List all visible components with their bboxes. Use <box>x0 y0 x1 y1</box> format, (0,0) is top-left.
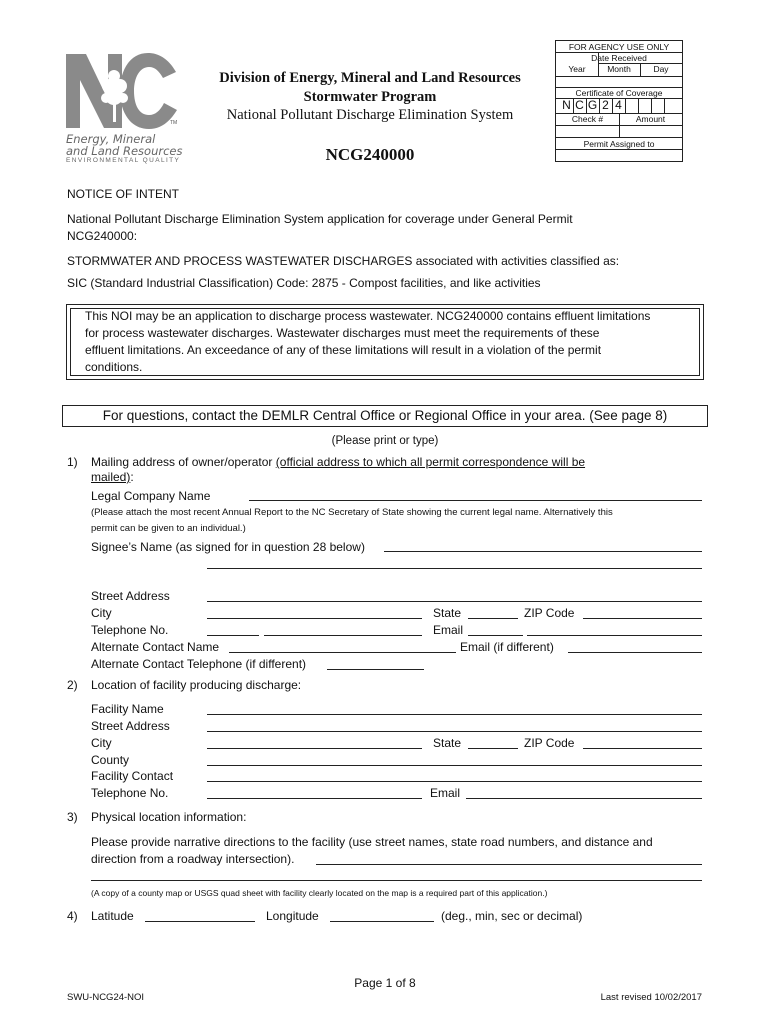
application-line2: NCG240000: <box>67 229 138 243</box>
print-note: (Please print or type) <box>331 435 439 447</box>
facility-telephone-label: Telephone No. <box>91 786 169 800</box>
header-system: National Pollutant Discharge Elimination System <box>226 107 514 123</box>
telephone-number-field[interactable] <box>264 635 422 636</box>
county-field[interactable] <box>207 765 702 766</box>
permit-number: NCG240000 <box>325 145 415 164</box>
last-revised: Last revised 10/02/2017 <box>600 992 702 1003</box>
q1-number: 1) <box>67 455 78 469</box>
facility-contact-field[interactable] <box>207 781 702 782</box>
alternate-email-field[interactable] <box>568 652 702 653</box>
form-id: SWU-NCG24-NOI <box>67 992 145 1003</box>
application-line1: National Pollutant Discharge Elimination System application for coverage under General Permit <box>67 212 573 226</box>
q2-number: 2) <box>67 678 78 692</box>
facility-contact-label: Facility Contact <box>91 769 174 783</box>
logo-line3: ENVIRONMENTAL QUALITY <box>66 157 181 164</box>
q3-label: Physical location information: <box>91 810 247 824</box>
contact-office-box <box>62 405 708 427</box>
q4-number: 4) <box>67 909 78 923</box>
header-program: Stormwater Program <box>303 89 437 105</box>
noi-line2: for process wastewater discharges. Wastewater discharges must meet the requirements of these <box>85 326 600 340</box>
q3-number: 3) <box>67 810 78 824</box>
month-label: Month <box>607 64 631 74</box>
facility-email-label: Email <box>430 786 461 800</box>
city-field[interactable] <box>207 618 422 619</box>
longitude-field[interactable] <box>330 921 434 922</box>
q1-label <box>91 455 681 469</box>
noi-line4: conditions. <box>85 360 143 374</box>
noi-line1: This NOI may be an application to discharge process wastewater. NCG240000 contains effluent limitations <box>85 309 651 323</box>
coverage-char: C <box>575 98 584 112</box>
latitude-field[interactable] <box>145 921 255 922</box>
q1-label-underlined: (official address to which all permit correspondence will be <box>275 455 586 469</box>
facility-email-field[interactable] <box>466 798 702 799</box>
telephone-area-code-field[interactable] <box>207 635 259 636</box>
legal-company-name-field[interactable] <box>249 500 702 501</box>
certificate-label: Certificate of Coverage <box>575 88 663 98</box>
permit-assigned-label: Permit Assigned to <box>583 139 655 149</box>
state-field[interactable] <box>468 618 518 619</box>
facility-telephone-field[interactable] <box>207 798 422 799</box>
signee-name-field[interactable] <box>384 551 702 552</box>
q1-colon: : <box>130 470 134 484</box>
logo-line1: Energy, Mineral <box>66 132 156 146</box>
year-label: Year <box>568 64 586 74</box>
nc-logo <box>64 48 184 168</box>
q1-label-line2 <box>91 470 134 484</box>
attach-note-line2: permit can be given to an individual.) <box>91 523 246 534</box>
zip-code-label: ZIP Code <box>524 606 575 620</box>
page-number: Page 1 of 8 <box>354 976 416 990</box>
city-label: City <box>91 606 112 620</box>
directions-line2: direction from a roadway intersection). <box>91 852 295 866</box>
legal-company-name-label: Legal Company Name <box>91 489 211 503</box>
facility-zip-label: ZIP Code <box>524 736 575 750</box>
email-label: Email <box>433 623 464 637</box>
state-label: State <box>433 606 462 620</box>
agency-use-box <box>555 40 683 162</box>
coverage-char: N <box>562 98 571 112</box>
day-label: Day <box>653 64 669 74</box>
zip-code-field[interactable] <box>583 618 702 619</box>
latitude-label: Latitude <box>91 909 134 923</box>
street-address-label: Street Address <box>91 589 170 603</box>
q1-label-underlined2: mailed) <box>91 470 131 484</box>
facility-name-label: Facility Name <box>91 702 164 716</box>
signee-name-label: Signee’s Name (as signed for in question 28 below) <box>91 540 365 554</box>
map-note: (A copy of a county map or USGS quad sheet with facility clearly located on the map is a required part of this application.) <box>91 888 548 898</box>
email-field-part1[interactable] <box>468 635 523 636</box>
contact-office-text: For questions, contact the DEMLR Central Office or Regional Office in your area. (See page 8) <box>102 408 668 423</box>
logo-line2: and Land Resources <box>66 144 183 158</box>
q2-label: Location of facility producing discharge: <box>91 678 302 692</box>
date-received-label: Date Received <box>591 53 647 63</box>
alternate-contact-name-field[interactable] <box>229 652 456 653</box>
alternate-telephone-field[interactable] <box>327 669 424 670</box>
facility-city-field[interactable] <box>207 748 422 749</box>
telephone-label: Telephone No. <box>91 623 169 637</box>
facility-street-field[interactable] <box>207 731 702 732</box>
directions-line1: Please provide narrative directions to the facility (use street names, state road numbers, and distance and <box>91 835 653 849</box>
check-label: Check # <box>571 114 604 124</box>
agency-title: FOR AGENCY USE ONLY <box>568 42 670 52</box>
directions-field-2[interactable] <box>91 880 702 881</box>
alternate-contact-name-label: Alternate Contact Name <box>91 640 220 654</box>
email-field-part2[interactable] <box>527 635 702 636</box>
facility-city-label: City <box>91 736 112 750</box>
facility-street-label: Street Address <box>91 719 170 733</box>
nc-logo-mark <box>64 48 184 132</box>
notice-of-intent: NOTICE OF INTENT <box>67 187 179 201</box>
logo-tm: TM <box>170 120 178 126</box>
coverage-number-boxes <box>560 98 666 113</box>
signee-name-field-2[interactable] <box>207 568 702 569</box>
sic-line: SIC (Standard Industrial Classification) Code: 2875 - Compost facilities, and like activities <box>67 276 541 290</box>
noi-notice-box <box>66 304 704 380</box>
stormwater-line: STORMWATER AND PROCESS WASTEWATER DISCHARGES associated with activities classified as: <box>67 254 620 268</box>
alternate-telephone-label: Alternate Contact Telephone (if different) <box>91 657 307 671</box>
coverage-char: 4 <box>615 98 622 112</box>
facility-zip-field[interactable] <box>583 748 702 749</box>
attach-note-line1: (Please attach the most recent Annual Report to the NC Secretary of State showing the current legal name. Alternatively this <box>91 507 613 518</box>
facility-name-field[interactable] <box>207 714 702 715</box>
coverage-char: 2 <box>602 98 609 112</box>
county-label: County <box>91 753 130 767</box>
facility-state-label: State <box>433 736 462 750</box>
q1-label-text: Mailing address of owner/operator <box>91 455 273 469</box>
longitude-label: Longitude <box>266 909 319 923</box>
noi-line3: effluent limitations. An exceedance of any of these limitations will result in a violation of the permit <box>85 343 602 357</box>
amount-label: Amount <box>635 114 666 124</box>
street-address-field[interactable] <box>207 601 702 602</box>
directions-field[interactable] <box>316 864 702 865</box>
alternate-email-label: Email (if different) <box>460 640 554 654</box>
coordinate-units: (deg., min, sec or decimal) <box>441 909 583 923</box>
facility-state-field[interactable] <box>468 748 518 749</box>
coverage-char: G <box>587 98 598 112</box>
header-division: Division of Energy, Mineral and Land Resources <box>219 70 521 86</box>
